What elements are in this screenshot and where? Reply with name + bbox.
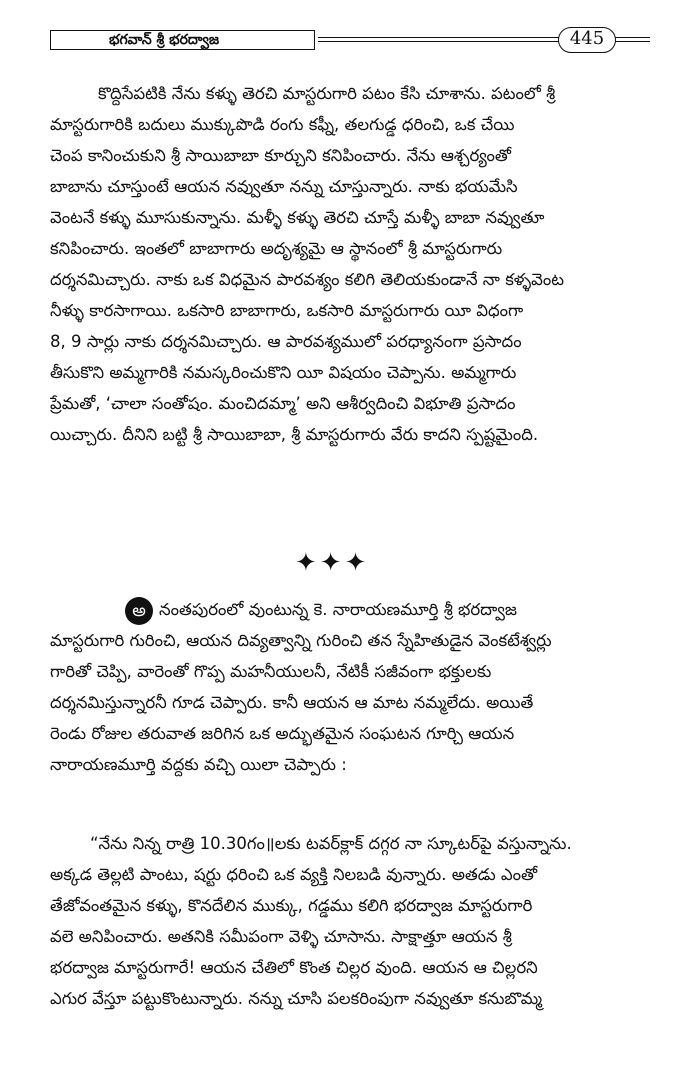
drop-cap: అ [125,597,153,625]
text-line [50,594,652,625]
text-line: దర్శనమిచ్చారు. నాకు ఒక విధమైన పారవశ్యం కలిగి తెలియకుండానే నా కళ్ళవెంట [50,270,564,289]
ornament-star-icon: ✦ [319,548,342,578]
ornament-star-icon: ✦ [344,548,367,578]
section-ornament [295,548,366,578]
text-line: తీసుకొని అమ్మగారికి నమస్కరించుకొని యీ విషయం చెప్పాను. అమ్మగారు [50,363,517,382]
text-line: మాస్టరుగారికి బదులు ముక్కుపొడి రంగు కఫ్నీ, తలగుడ్డ ధరించి, ఒక చేయి [50,115,515,134]
paragraph-2 [50,594,652,780]
running-header [50,30,650,52]
text-line: దర్శనమిస్తున్నారనీ గూడ చెప్పారు. కానీ ఆయన ఆ మాట నమ్మలేదు. అయితే [50,693,534,712]
text-line: వలె అనిపించారు. అతనికి సమీపంగా వెళ్ళి చూసాను. సాక్షాత్తూ ఆయన శ్రీ [50,927,512,946]
text-line: కనిపించారు. ఇంతలో బాబాగారు అదృశ్యమై ఆ స్థానంలో శ్రీ మాస్టరుగారు [50,239,503,258]
text-line: తేజోవంతమైన కళ్ళు, కొనదేలిన ముక్కు, గడ్డము కలిగి భరద్వాజ మాస్టరుగారి [50,896,533,915]
text-line: మాస్టరుగారి గురించి, ఆయన దివ్యత్వాన్ని గురించి తన స్నేహితుడైన వెంకటేశ్వర్లు [50,631,552,650]
text-line: బాబాను చూస్తుంటే ఆయన నవ్వుతూ నన్ను చూస్తున్నారు. నాకు భయమేసి [50,177,518,196]
header-title: భగవాన్ శ్రీ భరద్వాజ [50,30,315,50]
page-number: 445 [558,27,616,53]
text-line: చెంప కానించుకుని శ్రీ సాయిబాబా కూర్చుని కనిపించారు. నేను ఆశ్చర్యంతో [50,146,511,165]
text-line: నీళ్ళు కారసాగాయి. ఒకసారి బాబాగారు, ఒకసారి మాస్టరుగారు యీ విధంగా [50,301,524,320]
paragraph-1 [50,78,652,450]
text-line: రెండు రోజుల తరువాత జరిగిన ఒక అద్భుతమైన సంఘటన గూర్చి ఆయన [50,724,515,743]
text-line: కొద్దిసేపటికి నేను కళ్ళు తెరచి మాస్టరుగారి పటం కేసి చూశాను. పటంలో శ్రీ [98,84,556,103]
text-line: “నేను నిన్న రాత్రి 10.30గం॥లకు టవర్‌క్లాక్ దగ్గర నా స్కూటర్‌పై వస్తున్నాను. [90,834,572,853]
text-line: గారితో చెప్పి, వారెంతో గొప్ప మహనీయులనీ, నేటికీ సజీవంగా భక్తులకు [50,662,492,681]
text-line: యిచ్చారు. దీనిని బట్టి శ్రీ సాయిబాబా, శ్రీ మాస్టరుగారు వేరు కాదని స్పష్టమైంది. [50,425,539,444]
text-line: అక్కడ తెల్లటి పాంటు, షర్టు ధరించి ఒక వ్యక్తి నిలబడి వున్నారు. అతడు ఎంతో [50,865,538,884]
paragraph-3 [50,828,652,1014]
text-line: ప్రేమతో, ‘చాలా సంతోషం. మంచిదమ్మా’ అని ఆశీర్వదించి విభూతి ప్రసాదం [50,394,516,413]
text-line: ఎగుర వేస్తూ పట్టుకొంటున్నారు. నన్ను చూసి పలకరింపుగా నవ్వుతూ కనుబొమ్మ [50,989,543,1008]
text-line: భరద్వాజ మాస్టరుగారే! ఆయన చేతిలో కొంత చిల్లర వుంది. ఆయన ఆ చిల్లరని [50,958,538,977]
text-line-content: నంతపురంలో వుంటున్న కె. నారాయణమూర్తి శ్రీ భరద్వాజ [159,600,517,619]
text-line: 8, 9 సార్లు నాకు దర్శనమిచ్చారు. ఆ పారవశ్యములో పరధ్యానంగా ప్రసాదం [50,332,522,351]
ornament-star-icon: ✦ [295,548,317,578]
text-line: నారాయణమూర్తి వద్దకు వచ్చి యిలా చెప్పారు : [50,755,347,774]
text-line: వెంటనే కళ్ళు మూసుకున్నాను. మళ్ళీ కళ్ళు తెరచి చూస్తే మళ్ళీ బాబా నవ్వుతూ [50,208,545,227]
